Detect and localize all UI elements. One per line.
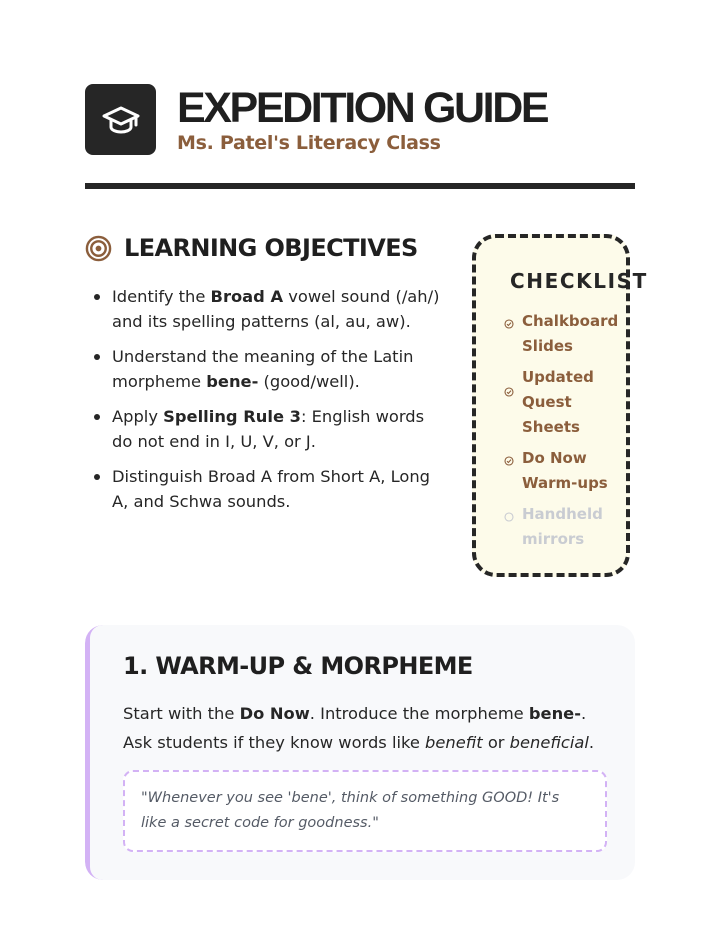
checklist-item[interactable] [504,365,628,440]
section-title: 1. WARM-UP & MORPHEME [123,652,473,680]
check-circle-icon [504,319,514,329]
checklist-item-label: Do Now Warm-ups [522,449,608,492]
check-circle-icon [504,387,514,397]
list-item: Understand the meaning of the Latin morpheme bene- (good/well). [94,344,449,394]
checklist-item-label: Handheld mirrors [522,505,603,548]
list-item: Identify the Broad A vowel sound (/ah/) and its spelling patterns (al, au, aw). [94,284,449,334]
page-title: EXPEDITION GUIDE [177,84,548,132]
logo [85,84,156,155]
graduation-cap-icon [101,102,141,138]
header-divider [85,183,635,189]
section-body: Start with the Do Now. Introduce the morpheme bene-. Ask students if they know words like benefit or beneficial. [123,704,595,752]
objectives-title: LEARNING OBJECTIVES [124,234,418,262]
list-item: Distinguish Broad A from Short A, Long A, and Schwa sounds. [94,464,449,514]
check-circle-icon [504,456,514,466]
objectives-list [94,284,449,524]
checklist-items [504,309,628,558]
card-accent-bar [85,625,103,880]
list-item: Apply Spelling Rule 3: English words do not end in I, U, V, or J. [94,404,449,454]
page-header [85,84,635,156]
checklist-panel [472,234,648,577]
checklist-item[interactable] [504,446,628,496]
objectives-heading [85,232,418,264]
checklist-title: CHECKLIST [510,269,648,293]
empty-circle-icon [504,512,514,522]
checklist-item-label: Updated Quest Sheets [522,368,594,436]
checklist-item-label: Chalkboard Slides [522,312,619,355]
page-subtitle: Ms. Patel's Literacy Class [177,132,441,154]
quote-box: "Whenever you see 'bene', think of something GOOD! It's like a secret code for goodness." [123,770,607,852]
checklist-item[interactable] [504,309,628,359]
checklist-item[interactable] [504,502,628,552]
target-icon [85,235,112,262]
warmup-card [85,625,635,880]
